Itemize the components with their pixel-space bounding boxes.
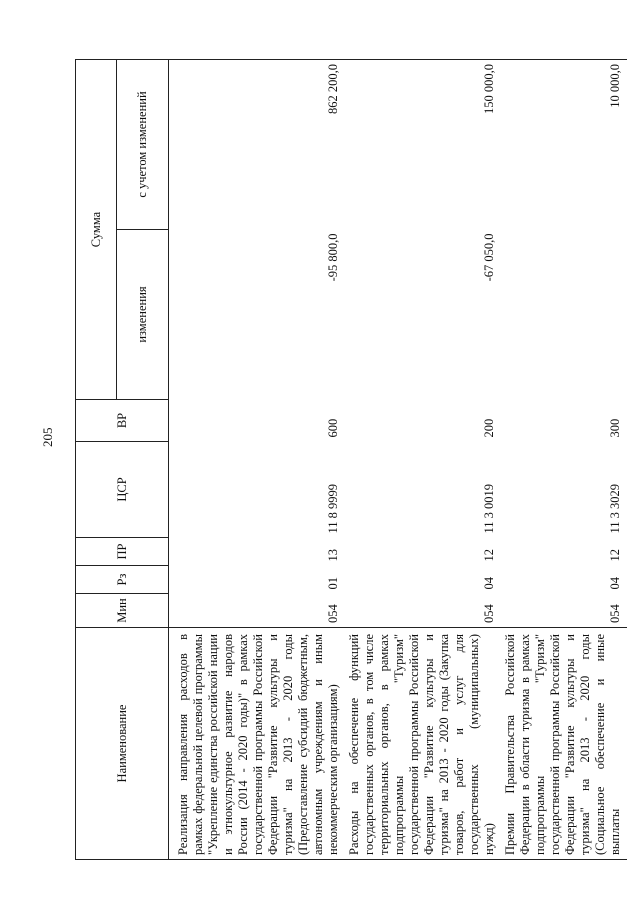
row-rz: 01 [326,577,340,590]
header-with-changes: с учетом изменений [117,60,169,230]
row-changes: -67 050,0 [482,233,496,282]
row-with-changes: 10 000,0 [501,60,627,230]
row-min: 054 [608,604,622,623]
header-min: Мин [76,594,169,628]
header-vr: ВР [76,400,169,442]
page-number: 205 [40,427,55,447]
row-vr: 600 [326,418,340,438]
header-row-top [76,60,117,860]
row-changes: -95 800,0 [326,233,340,282]
header-sum: Сумма [76,60,117,400]
row-vr: 300 [608,418,622,438]
row-rz: 04 [608,577,622,590]
row-vr: 200 [482,418,496,438]
row-with-changes: 150 000,0 [345,60,501,230]
row-csr: 11 3 0019 [482,483,496,534]
table-row [169,60,346,860]
header-rz: Рз [76,566,169,594]
row-pr: 12 [608,549,622,562]
row-name: Реализация направления расходов в рамках федеральной целевой программы "Укрепление единства российской нации и этнокультурное развитие народов России (2014 - 2020 годы)" в рамках государственной программы Российской Федерации "Развитие культуры и туризма" на 2013 - 2020 годы (Предоставление субсидий бюджетным, автономным учреждениям и иным некоммерческим организациям) [169,628,346,860]
row-changes [501,230,627,400]
row-rz: 04 [482,577,496,590]
table-row [345,60,501,860]
row-csr: 11 8 9999 [326,483,340,534]
row-pr: 13 [326,549,340,562]
row-csr: 11 3 3029 [608,483,622,534]
header-pr: ПР [76,538,169,566]
row-with-changes: 862 200,0 [169,60,346,230]
row-name: Расходы на обеспечение функций государственных органов, в том числе территориальных органов, в рамках подпрограммы "Туризм" государственной программы Российской Федерации "Развитие культуры и туризма" на 2013 - 2020 годы (Закупка товаров, работ и услуг для государственных (муниципальных) нужд) [345,628,501,860]
row-min: 054 [482,604,496,623]
header-changes: изменения [117,230,169,400]
row-pr: 12 [482,549,496,562]
budget-table [75,59,627,860]
header-name: Наименование [76,628,169,860]
table-row [501,60,627,860]
rotated-page-content [75,60,622,860]
header-csr: ЦСР [76,442,169,538]
row-name: Премии Правительства Российской Федерации в области туризма в рамках подпрограммы "Туризм" государственной программы Российской Федерации "Развитие культуры и туризма" на 2013 - 2020 годы (Социальное обеспечение и иные выплаты [501,628,627,860]
row-min: 054 [326,604,340,623]
